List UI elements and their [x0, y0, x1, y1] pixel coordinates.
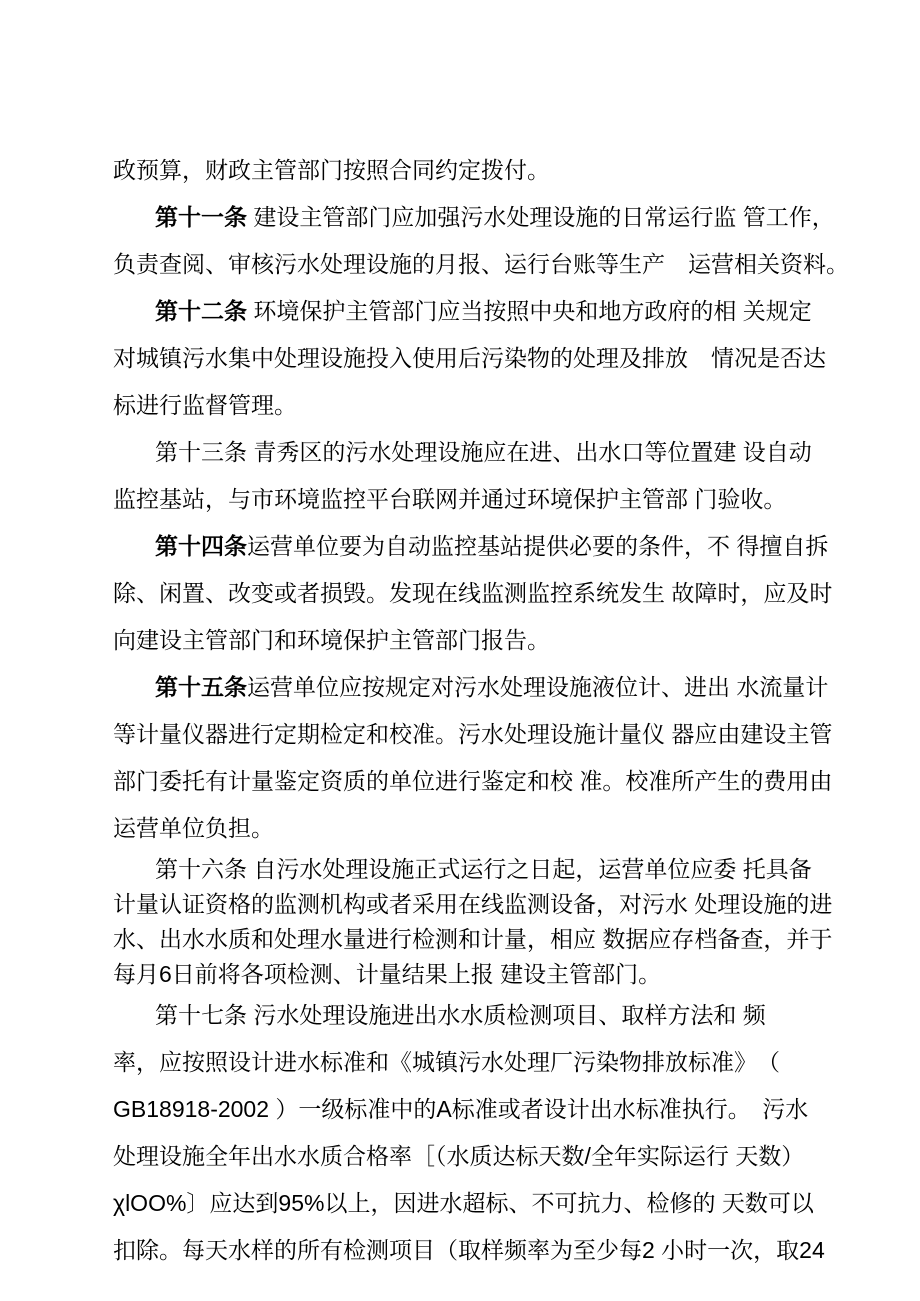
line-text: 青秀区的污水处理设施应在进、出水口等位置建 设自动 — [247, 439, 812, 465]
article-12 — [113, 288, 860, 429]
text-line: 除、闲置、改变或者损毁。发现在线监测监控系统发生 故障时，应及时 — [113, 580, 833, 606]
text-line: 政预算，财政主管部门按照合同约定拨付。 — [113, 157, 550, 183]
article-15 — [113, 664, 860, 852]
line-text: 建设主管部门应加强污水处理设施的日常运行监 管工作， — [247, 204, 835, 230]
text-line — [113, 194, 860, 241]
article-17 — [113, 992, 860, 1274]
article-13 — [113, 429, 860, 523]
article-11 — [113, 194, 860, 288]
line-text: 运营单位要为自动监控基站提供必要的条件，不 得擅自拆 — [247, 533, 829, 559]
text-line — [113, 288, 860, 335]
text-line: 处理设施全年出水水质合格率［（水质达标天数/全年实际运行 天数） — [113, 1143, 805, 1169]
line-text: 自污水处理设施正式运行之日起，运营单位应委 托具备 — [247, 856, 812, 882]
text-line: 每月6日前将各项检测、计量结果上报 建设主管部门。 — [113, 961, 662, 987]
text-line: 扣除。每天水样的所有检测项目（取样频率为至少每2 小时一次，取24 — [113, 1237, 825, 1263]
article-number: 第十四条 — [155, 533, 247, 559]
text-line: χlOO%〕应达到95%以上，因进水超标、不可抗力、检修的 天数可以 — [113, 1190, 814, 1216]
article-number: 第十二条 — [155, 298, 247, 324]
text-line — [113, 852, 860, 887]
text-line — [113, 992, 860, 1039]
line-text: 环境保护主管部门应当按照中央和地方政府的相 关规定 — [247, 298, 812, 324]
text-line: 计量认证资格的监测机构或者采用在线监测设备，对污水 处理设施的进 — [113, 891, 833, 917]
text-line: 标进行监督管理。 — [113, 392, 297, 418]
article-number: 第十一条 — [155, 204, 247, 230]
text-line: 监控基站，与市环境监控平台联网并通过环境保护主管部 门验收。 — [113, 486, 787, 512]
text-line — [113, 664, 860, 711]
article-number: 第十七条 — [155, 1002, 247, 1028]
text-line — [113, 429, 860, 476]
text-line: GB18918-2002 ）一级标准中的A标准或者设计出水标准执行。 污水 — [113, 1096, 809, 1122]
text-line: 率，应按照设计进水标准和《城镇污水处理厂污染物排放标准》 （ — [113, 1049, 780, 1075]
article-14 — [113, 523, 860, 664]
article-number: 第十三条 — [155, 439, 247, 465]
text-line: 负责查阅、审核污水处理设施的月报、运行台账等生产 运营相关资料。 — [113, 251, 849, 277]
article-16 — [113, 852, 860, 992]
article-number: 第十五条 — [155, 674, 247, 700]
line-text: 污水处理设施进出水水质检测项目、取样方法和 频 — [247, 1002, 766, 1028]
article-number: 第十六条 — [155, 856, 247, 882]
text-line: 运营单位负担。 — [113, 815, 274, 841]
line-text: 运营单位应按规定对污水处理设施液位计、进出 水流量计 — [247, 674, 829, 700]
text-line: 部门委托有计量鉴定资质的单位进行鉴定和校 准。校准所产生的费用由 — [113, 768, 833, 794]
document-content — [113, 147, 860, 1274]
text-line: 水、出水水质和处理水量进行检测和计量，相应 数据应存档备查，并于 — [113, 926, 833, 952]
text-line: 等计量仪器进行定期检定和校准。污水处理设施计量仪 器应由建设主管 — [113, 721, 833, 747]
paragraph-continuation — [113, 147, 860, 194]
text-line: 对城镇污水集中处理设施投入使用后污染物的处理及排放 情况是否达 — [113, 345, 826, 371]
text-line: 向建设主管部门和环境保护主管部门报告。 — [113, 627, 550, 653]
text-line — [113, 523, 860, 570]
